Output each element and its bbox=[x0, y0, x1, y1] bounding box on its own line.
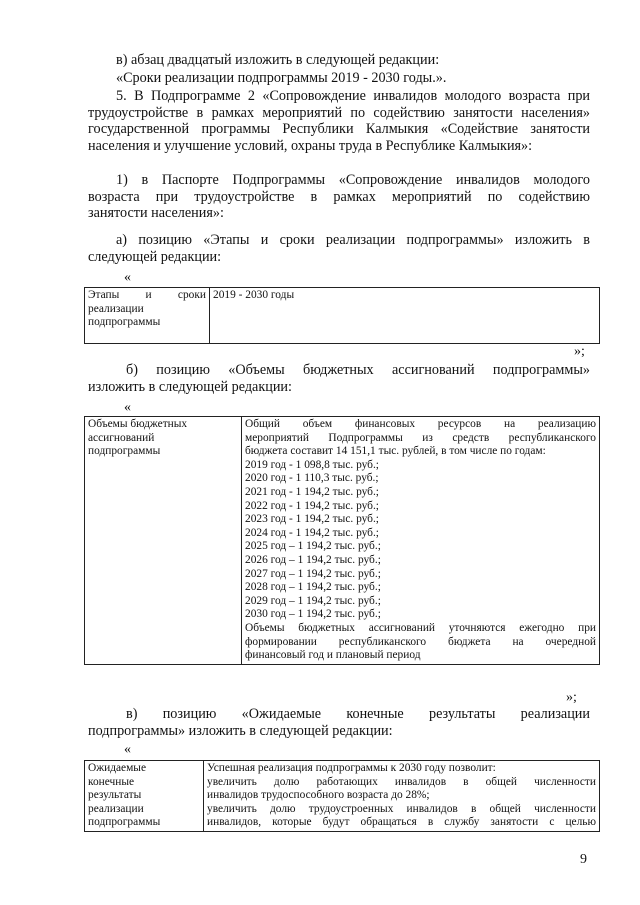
budget-note-line: Объемы бюджетных ассигнований уточняются ежегодно при bbox=[245, 621, 596, 634]
paragraph-a bbox=[88, 232, 590, 265]
paragraph-5-line: населения и улучшение условий, охраны труда в Республике Калмыкия»: bbox=[88, 137, 533, 154]
results-line: Успешная реализация подпрограммы к 2030 году позволит: bbox=[207, 762, 496, 774]
budget-intro-line: бюджета составит 14 151,1 тыс. рублей, в том числе по годам: bbox=[245, 445, 546, 458]
closing-quote: »; bbox=[566, 690, 577, 705]
budget-intro-line: мероприятий Подпрограммы из средств республиканского bbox=[245, 431, 596, 444]
paragraph-5-line: государственной программы Республики Калмыкия «Содействие занятости bbox=[88, 121, 590, 138]
opening-quote: « bbox=[124, 742, 131, 757]
budget-year-line: 2024 год - 1 194,2 тыс. руб.; bbox=[245, 526, 379, 539]
paragraph-a-line: следующей редакции: bbox=[88, 248, 222, 265]
table-results bbox=[84, 760, 600, 832]
section-b bbox=[88, 362, 590, 395]
paragraph-1 bbox=[88, 172, 590, 222]
table-stages bbox=[84, 287, 600, 344]
budget-year-line: 2019 год - 1 098,8 тыс. руб.; bbox=[245, 458, 379, 471]
table-label-line: подпрограммы bbox=[88, 316, 161, 329]
paragraph-5 bbox=[88, 88, 590, 154]
paragraph-5-line: трудоустройстве в рамках мероприятий по содействию занятости населения» bbox=[88, 104, 590, 121]
table-results-value bbox=[204, 761, 600, 832]
paragraph-a-line: а) позицию «Этапы и сроки реализации подпрограммы» изложить в bbox=[116, 232, 590, 248]
intro-line-1: в) абзац двадцатый изложить в следующей редакции: bbox=[116, 52, 440, 68]
paragraph-1-line: возраста при трудоустройстве в рамках мероприятий по содействию bbox=[88, 188, 590, 205]
budget-year-line: 2023 год - 1 194,2 тыс. руб.; bbox=[245, 513, 379, 526]
results-line: инвалидов трудоспособного возраста до 28%; bbox=[207, 789, 430, 802]
budget-year-line: 2022 год - 1 194,2 тыс. руб.; bbox=[245, 499, 379, 512]
table-label-line: подпрограммы bbox=[88, 445, 161, 458]
page-number: 9 bbox=[580, 852, 587, 867]
budget-intro-line: Общий объем финансовых ресурсов на реализацию bbox=[245, 418, 596, 430]
table-stages-label bbox=[85, 288, 210, 344]
results-line: увеличить долю работающих инвалидов в общей численности bbox=[207, 775, 596, 788]
table-label-line: реализации bbox=[88, 302, 144, 315]
budget-year-line: 2029 год – 1 194,2 тыс. руб.; bbox=[245, 594, 381, 607]
budget-year-line: 2030 год – 1 194,2 тыс. руб.; bbox=[245, 608, 381, 621]
paragraph-5-line: 5. В Подпрограмме 2 «Сопровождение инвалидов молодого возраста при bbox=[116, 88, 590, 104]
table-budget bbox=[84, 416, 600, 665]
budget-year-line: 2025 год – 1 194,2 тыс. руб.; bbox=[245, 540, 381, 553]
section-c bbox=[88, 706, 590, 739]
table-label-line: конечные bbox=[88, 775, 135, 788]
section-b-line: б) позицию «Объемы бюджетных ассигнований подпрограммы» bbox=[126, 362, 590, 378]
results-line: инвалидов, которые будут обращаться в службу занятости с целью bbox=[207, 816, 596, 829]
budget-year-line: 2021 год - 1 194,2 тыс. руб.; bbox=[245, 485, 379, 498]
intro-line-2: «Сроки реализации подпрограммы 2019 - 2030 годы.». bbox=[116, 70, 447, 86]
closing-quote: »; bbox=[574, 344, 585, 359]
table-stages-value: 2019 - 2030 годы bbox=[210, 288, 600, 344]
section-b-line: изложить в следующей редакции: bbox=[88, 378, 292, 395]
table-budget-value bbox=[242, 417, 600, 665]
paragraph-1-line: 1) в Паспорте Подпрограммы «Сопровождение инвалидов молодого bbox=[116, 172, 590, 188]
table-label-line: результаты bbox=[88, 789, 142, 802]
budget-year-line: 2027 год – 1 194,2 тыс. руб.; bbox=[245, 567, 381, 580]
table-label-line: Объемы бюджетных bbox=[88, 418, 188, 430]
opening-quote: « bbox=[124, 270, 131, 285]
table-results-label bbox=[85, 761, 204, 832]
section-c-line: подпрограммы» изложить в следующей редакции: bbox=[88, 722, 393, 739]
table-label-line: ассигнований bbox=[88, 431, 155, 444]
table-budget-label bbox=[85, 417, 242, 665]
table-label-line: Этапы и сроки bbox=[88, 289, 206, 301]
budget-year-line: 2028 год – 1 194,2 тыс. руб.; bbox=[245, 581, 381, 594]
table-label-line: реализации bbox=[88, 802, 144, 815]
opening-quote: « bbox=[124, 400, 131, 415]
budget-note-line: финансовый год и плановый период bbox=[245, 649, 421, 662]
budget-year-line: 2026 год – 1 194,2 тыс. руб.; bbox=[245, 553, 381, 566]
table-label-line: подпрограммы bbox=[88, 816, 161, 829]
budget-year-line: 2020 год - 1 110,3 тыс. руб.; bbox=[245, 472, 379, 485]
paragraph-1-line: занятости населения»: bbox=[88, 205, 224, 222]
section-c-line: в) позицию «Ожидаемые конечные результаты реализации bbox=[126, 706, 590, 722]
budget-note-line: формировании республиканского бюджета на очередной bbox=[245, 635, 596, 648]
table-label-line: Ожидаемые bbox=[88, 762, 147, 774]
results-line: увеличить долю трудоустроенных инвалидов в общей численности bbox=[207, 802, 596, 815]
